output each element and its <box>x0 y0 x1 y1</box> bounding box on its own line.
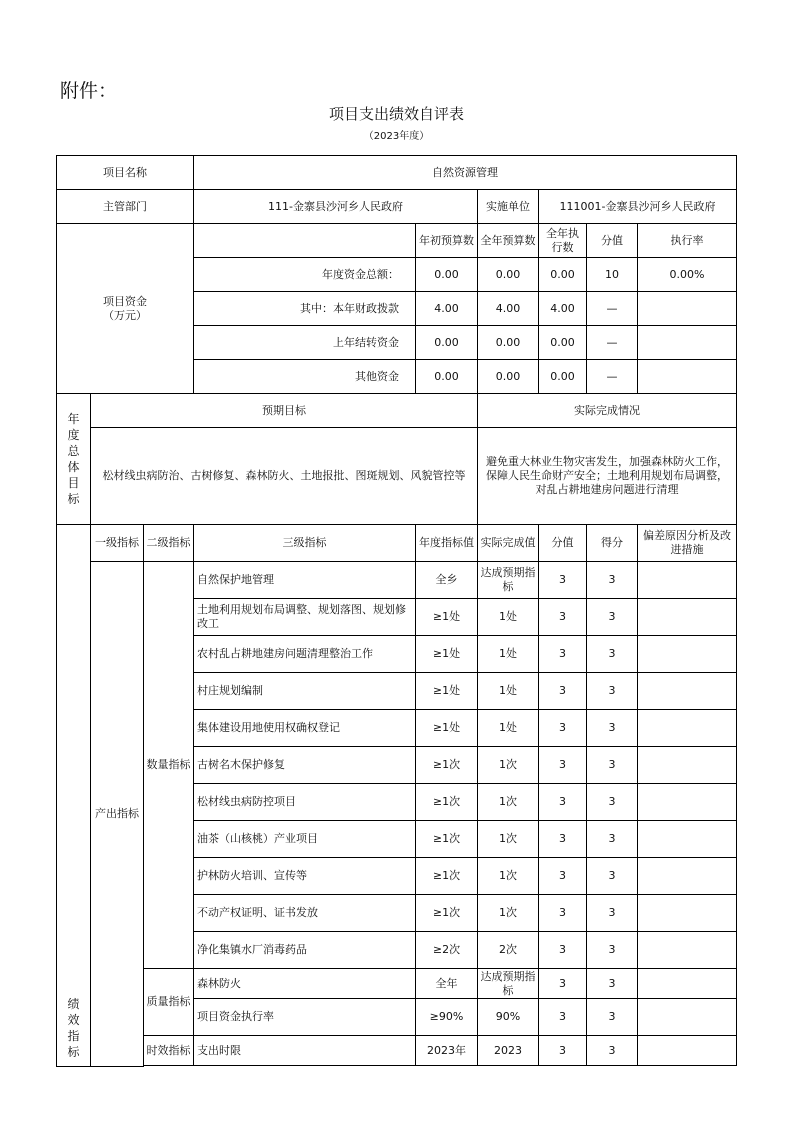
perf-deviation <box>638 784 737 821</box>
perf-target: ≥1次 <box>416 858 478 895</box>
perf-actual: 1次 <box>478 784 539 821</box>
funds-row-name: 年度资金总额： <box>194 258 416 292</box>
perf-item-name: 油茶（山核桃）产业项目 <box>194 821 416 858</box>
perf-score: 3 <box>539 599 587 636</box>
perf-score: 3 <box>539 1036 587 1066</box>
perf-actual: 90% <box>478 999 539 1036</box>
goals-expected-text: 松材线虫病防治、古树修复、森林防火、土地报批、图斑规划、风貌管控等 <box>91 428 478 525</box>
funds-cell: 10 <box>587 258 638 292</box>
perf-got: 3 <box>587 562 638 599</box>
funds-header-cell: 年初预算数 <box>416 224 478 258</box>
table-bottom-spacer <box>144 1066 737 1067</box>
perf-score: 3 <box>539 999 587 1036</box>
perf-header-cell: 分值 <box>539 525 587 562</box>
perf-deviation <box>638 636 737 673</box>
perf-item-name: 村庄规划编制 <box>194 673 416 710</box>
perf-header-cell: 二级指标 <box>144 525 194 562</box>
perf-actual: 达成预期指标 <box>478 969 539 999</box>
year-label: （2023年度） <box>363 131 430 142</box>
perf-row <box>57 1036 737 1066</box>
funds-cell: — <box>587 360 638 394</box>
perf-row <box>57 562 737 599</box>
goals-expected-header: 预期目标 <box>91 394 478 428</box>
funds-cell: — <box>587 292 638 326</box>
funds-cell: 4.00 <box>539 292 587 326</box>
perf-item-name: 项目资金执行率 <box>194 999 416 1036</box>
impl-value: 111001-金寨县沙河乡人民政府 <box>539 190 737 224</box>
perf-item-name: 不动产权证明、证书发放 <box>194 895 416 932</box>
perf-score: 3 <box>539 932 587 969</box>
funds-cell: 0.00 <box>539 258 587 292</box>
funds-cell: 0.00 <box>478 258 539 292</box>
perf-target: ≥1次 <box>416 784 478 821</box>
perf-target: ≥1处 <box>416 599 478 636</box>
self-evaluation-table <box>56 155 737 1067</box>
funds-cell: 4.00 <box>416 292 478 326</box>
funds-cell: 0.00 <box>478 326 539 360</box>
perf-level2: 时效指标 <box>144 1036 194 1066</box>
perf-item-name: 支出时限 <box>194 1036 416 1066</box>
goals-label: 年 度 总 体 目 标 <box>57 394 91 525</box>
perf-row <box>57 969 737 999</box>
funds-label: 项目资金 （万元） <box>57 224 194 394</box>
perf-deviation <box>638 858 737 895</box>
perf-deviation <box>638 710 737 747</box>
dept-label: 主管部门 <box>57 190 194 224</box>
perf-target: ≥1次 <box>416 895 478 932</box>
perf-got: 3 <box>587 932 638 969</box>
funds-cell: 0.00 <box>416 360 478 394</box>
perf-score: 3 <box>539 636 587 673</box>
perf-actual: 1次 <box>478 895 539 932</box>
perf-level1: 产出指标 <box>91 562 144 1067</box>
perf-got: 3 <box>587 784 638 821</box>
funds-header-row <box>57 224 737 258</box>
perf-got: 3 <box>587 636 638 673</box>
impl-label: 实施单位 <box>478 190 539 224</box>
perf-header-cell: 实际完成值 <box>478 525 539 562</box>
funds-row-name: 其他资金 <box>194 360 416 394</box>
perf-actual: 2023 <box>478 1036 539 1066</box>
perf-actual: 1处 <box>478 673 539 710</box>
perf-score: 3 <box>539 969 587 999</box>
funds-header-blank <box>194 224 416 258</box>
perf-deviation <box>638 562 737 599</box>
perf-item-name: 土地利用规划布局调整、规划落图、规划修改工 <box>194 599 416 636</box>
perf-header-cell: 偏差原因分析及改进措施 <box>638 525 737 562</box>
page-title: 项目支出绩效自评表 <box>328 105 464 123</box>
goals-content-row <box>57 428 737 525</box>
perf-target: 2023年 <box>416 1036 478 1066</box>
perf-target: ≥1次 <box>416 821 478 858</box>
perf-got: 3 <box>587 599 638 636</box>
perf-got: 3 <box>587 969 638 999</box>
dept-value: 111-金寨县沙河乡人民政府 <box>194 190 478 224</box>
goals-actual-header: 实际完成情况 <box>478 394 737 428</box>
perf-level2: 数量指标 <box>144 562 194 969</box>
dept-row <box>57 190 737 224</box>
perf-score: 3 <box>539 784 587 821</box>
perf-actual: 2次 <box>478 932 539 969</box>
perf-got: 3 <box>587 895 638 932</box>
perf-got: 3 <box>587 673 638 710</box>
perf-header-cell: 年度指标值 <box>416 525 478 562</box>
perf-got: 3 <box>587 1036 638 1066</box>
project-name-label: 项目名称 <box>57 156 194 190</box>
perf-score: 3 <box>539 673 587 710</box>
funds-cell: 0.00 <box>539 326 587 360</box>
project-name-row <box>57 156 737 190</box>
perf-got: 3 <box>587 710 638 747</box>
funds-row-name: 其中：本年财政拨款 <box>194 292 416 326</box>
funds-cell: 0.00 <box>539 360 587 394</box>
perf-item-name: 古树名木保护修复 <box>194 747 416 784</box>
perf-deviation <box>638 895 737 932</box>
perf-deviation <box>638 599 737 636</box>
perf-target: ≥1处 <box>416 673 478 710</box>
perf-actual: 1处 <box>478 710 539 747</box>
perf-score: 3 <box>539 858 587 895</box>
project-name-value: 自然资源管理 <box>194 156 737 190</box>
goals-header-row <box>57 394 737 428</box>
attachment-label: 附件： <box>60 80 118 102</box>
perf-item-name: 集体建设用地使用权确权登记 <box>194 710 416 747</box>
funds-cell: 0.00 <box>416 326 478 360</box>
perf-got: 3 <box>587 821 638 858</box>
funds-cell: 0.00 <box>478 360 539 394</box>
perf-deviation <box>638 999 737 1036</box>
perf-item-name: 农村乱占耕地建房问题清理整治工作 <box>194 636 416 673</box>
perf-deviation <box>638 1036 737 1066</box>
perf-target: 全年 <box>416 969 478 999</box>
goals-actual-text: 避免重大林业生物灾害发生，加强森林防火工作，保障人民生命财产安全；土地利用规划布局调整，对乱占耕地建房问题进行清理 <box>478 428 737 525</box>
funds-header-cell: 分值 <box>587 224 638 258</box>
perf-actual: 1次 <box>478 858 539 895</box>
perf-score: 3 <box>539 821 587 858</box>
funds-cell: 0.00% <box>638 258 737 292</box>
perf-deviation <box>638 969 737 999</box>
perf-target: ≥2次 <box>416 932 478 969</box>
perf-score: 3 <box>539 895 587 932</box>
perf-item-name: 松材线虫病防控项目 <box>194 784 416 821</box>
perf-item-name: 森林防火 <box>194 969 416 999</box>
perf-actual: 1次 <box>478 747 539 784</box>
perf-actual: 1处 <box>478 636 539 673</box>
funds-cell <box>638 360 737 394</box>
perf-score: 3 <box>539 710 587 747</box>
perf-deviation <box>638 747 737 784</box>
perf-header-cell: 三级指标 <box>194 525 416 562</box>
perf-got: 3 <box>587 999 638 1036</box>
perf-actual: 达成预期指标 <box>478 562 539 599</box>
funds-cell: — <box>587 326 638 360</box>
funds-header-cell: 全年执行数 <box>539 224 587 258</box>
perf-score: 3 <box>539 747 587 784</box>
funds-cell: 0.00 <box>416 258 478 292</box>
perf-item-name: 护林防火培训、宣传等 <box>194 858 416 895</box>
perf-score: 3 <box>539 562 587 599</box>
perf-actual: 1次 <box>478 821 539 858</box>
perf-deviation <box>638 673 737 710</box>
perf-got: 3 <box>587 858 638 895</box>
perf-level2: 质量指标 <box>144 969 194 1036</box>
funds-cell <box>638 292 737 326</box>
funds-header-cell: 全年预算数 <box>478 224 539 258</box>
perf-header-row <box>57 525 737 562</box>
funds-cell <box>638 326 737 360</box>
funds-cell: 4.00 <box>478 292 539 326</box>
perf-actual: 1处 <box>478 599 539 636</box>
perf-deviation <box>638 821 737 858</box>
funds-header-cell: 执行率 <box>638 224 737 258</box>
perf-header-cell: 一级指标 <box>91 525 144 562</box>
perf-label: 绩 效 指 标 <box>57 525 91 1067</box>
perf-target: ≥1处 <box>416 636 478 673</box>
perf-item-name: 净化集镇水厂消毒药品 <box>194 932 416 969</box>
perf-got: 3 <box>587 747 638 784</box>
table-bottom-row <box>57 1066 737 1067</box>
funds-row-name: 上年结转资金 <box>194 326 416 360</box>
perf-target: 全乡 <box>416 562 478 599</box>
perf-deviation <box>638 932 737 969</box>
perf-target: ≥1次 <box>416 747 478 784</box>
perf-item-name: 自然保护地管理 <box>194 562 416 599</box>
perf-header-cell: 得分 <box>587 525 638 562</box>
perf-target: ≥90% <box>416 999 478 1036</box>
perf-target: ≥1处 <box>416 710 478 747</box>
